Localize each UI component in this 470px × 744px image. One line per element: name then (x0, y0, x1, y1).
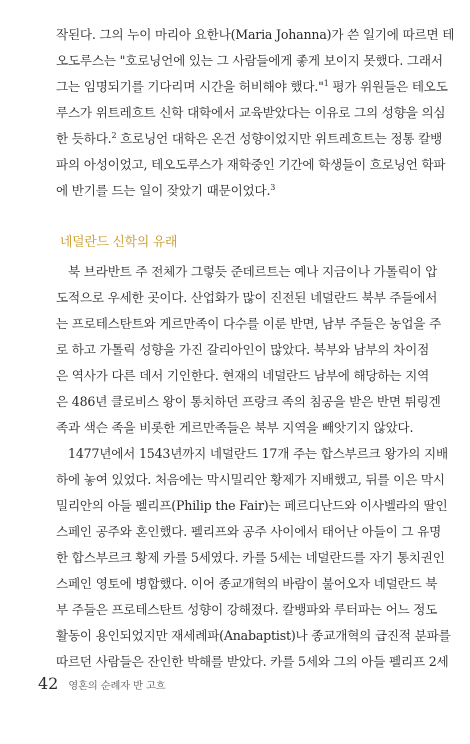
text-line: 활동이 용인되었지만 재세례파(Anabaptist)나 종교개혁의 급진적 분파를 (56, 628, 451, 643)
text-span: 한 듯하다. (56, 131, 112, 146)
text-line: 는 프로테스탄트와 게르만족이 다수를 이룬 반면, 남부 주들은 농업을 주 (56, 316, 442, 331)
text-line (56, 130, 443, 147)
text-span: 흐로닝언 대학은 온건 성향이었지만 위트레흐트는 정통 칼뱅 (116, 131, 443, 146)
text-line: 따르던 사람들은 잔인한 박해를 받았다. 카를 5세와 그의 아들 펠리프 2세 (56, 654, 449, 669)
text-line: 은 역사가 다른 데서 기인한다. 현재의 네덜란드 남부에 해당하는 지역 (56, 368, 430, 383)
text-line: 한 합스부르크 황제 카를 5세였다. 카를 5세는 네덜란드를 자기 통치권인 (56, 550, 445, 565)
text-line: 은 486년 클로비스 왕이 통치하던 프랑크 족의 침공을 받은 반면 튀링겐 (56, 394, 441, 409)
text-line: 오도루스는 "호로닝언에 있는 그 사람들에게 좋게 보이지 못했다. 그래서 (56, 53, 443, 68)
text-line: 작된다. 그의 누이 마리아 요한나(Maria Johanna)가 쓴 일기에 따르면 테 (56, 27, 455, 42)
text-line: 부 주들은 프로테스탄트 성향이 강해졌다. 칼뱅파와 루터파는 어느 정도 (56, 602, 438, 617)
text-line (56, 183, 432, 199)
text-line: 스페인 공주와 혼인했다. 펠리프와 공주 사이에서 태어난 아들이 그 유명 (56, 524, 442, 539)
footnote-mark: 2 (111, 130, 117, 140)
text-line: 파의 아성이었고, 테오도루스가 재학중인 기간에 학생들이 흐로닝언 학파 (56, 157, 446, 172)
text-line: 북 브라반트 주 전체가 그렇듯 준데르트는 예나 지금이나 가톨릭이 압 (68, 264, 438, 279)
text-line: 로 하고 가톨릭 성향을 가진 갈리아인이 많았다. 북부와 남부의 차이점 (56, 342, 430, 357)
section-heading: 네덜란드 신학의 유래 (60, 235, 178, 250)
footnote-mark: 1 (323, 78, 329, 88)
running-title: 영혼의 순례자 반 고흐 (68, 681, 166, 692)
text-line: 하에 놓여 있었다. 처음에는 막시밀리안 황제가 지배했고, 뒤를 이은 막시 (56, 472, 445, 487)
text-line: 족과 색슨 족을 비롯한 게르만족들은 북부 지역을 빼앗기지 않았다. (56, 420, 414, 435)
text-span: 에 반기를 드는 일이 잦았기 때문이었다. (56, 183, 271, 198)
text-line: 스페인 영토에 병합했다. 이어 종교개혁의 바람이 불어오자 네덜란드 북 (56, 576, 438, 591)
text-line: 루스가 위트레흐트 신학 대학에서 교육받았다는 이유로 그의 성향을 의심 (56, 105, 446, 120)
footnote-mark: 3 (270, 182, 276, 192)
text-line (56, 78, 448, 95)
text-span: 그는 임명되기를 기다리며 시간을 허비해야 했다." (56, 79, 324, 94)
page-number: 42 (38, 674, 59, 693)
text-span: 평가 위원들은 테오도 (328, 79, 448, 94)
page-footer (38, 674, 165, 696)
text-line: 1477년에서 1543년까지 네덜란드 17개 주는 합스부르크 왕가의 지배 (68, 446, 448, 461)
text-line: 도적으로 우세한 곳이다. 산업화가 많이 진전된 네덜란드 북부 주들에서 (56, 290, 438, 305)
text-line: 밀리안의 아들 펠리프(Philip the Fair)는 페르디난드와 이사벨라의 딸인 (56, 498, 448, 513)
